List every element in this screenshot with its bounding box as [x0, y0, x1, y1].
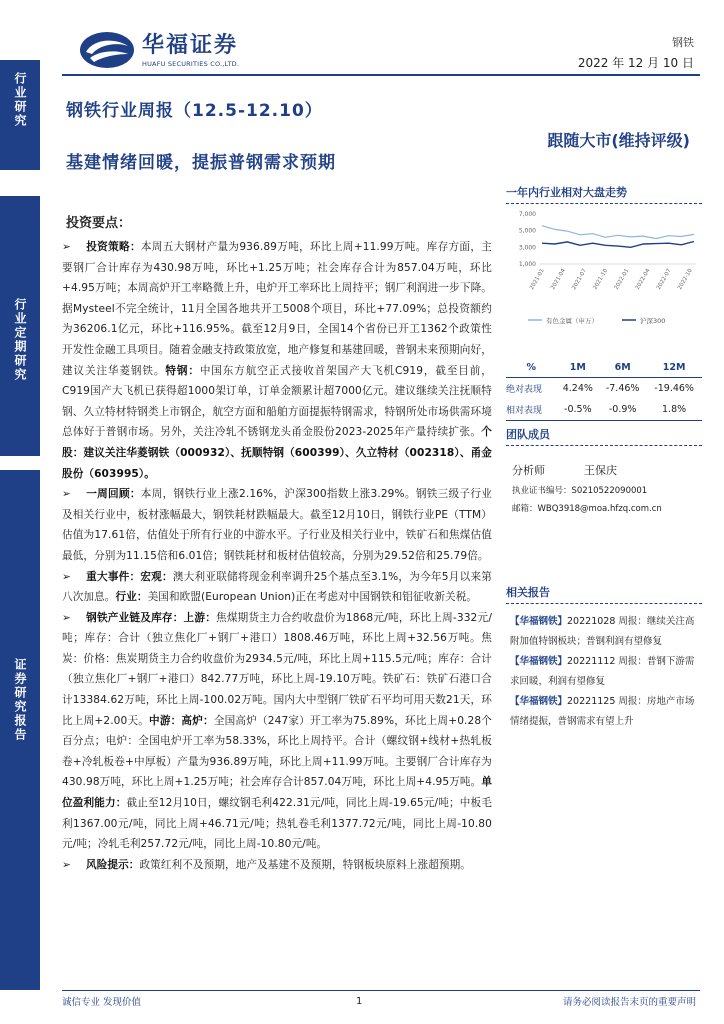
company-name-en: HUAFU SECURITIES CO.,LTD.: [142, 60, 240, 68]
bullet-arrow-icon: ➢: [62, 858, 71, 871]
key-points: [62, 212, 492, 875]
table-row: 绝对表现 4.24% -7.46% -19.46%: [506, 383, 694, 395]
legend-label-csi300: 沪深300: [640, 317, 666, 325]
paragraph-risk: ➢ 风险提示：政策红利不及预期，地产及基建不及预期，特钢板块原料上涨超预期。: [62, 855, 492, 876]
line-chart: [506, 204, 702, 332]
company-name: 华福证券: [142, 33, 239, 58]
perf-header-1m: 1M: [557, 358, 599, 378]
paragraph-review: ➢ 一周回顾：本周，钢铁行业上涨2.16%，沪深300指数上涨3.29%。钢铁三级子行业及相关行业中，板材涨幅最大，钢铁耗材跌幅最大。截至12月10日，钢铁行业PE（TTM）估值为17.61倍，估值处于所有行业的中游水平。子行业及相关行业中，铁矿石和焦煤估值最低，分别为11.15倍和6.01倍；钢铁耗材和板材估值较高，分别为29.52倍和25.79倍。: [62, 484, 492, 566]
x-tick-label: 2022-07: [655, 268, 673, 291]
paragraph-chain: ➢ 钢铁产业链及库存：上游：焦煤期货主力合约收盘价为1868元/吨，环比上周-332元/吨；库存：合计（独立焦化厂+钢厂+港口）1808.46万吨，环比上周+32.56万吨。焦炭：价格：焦炭期货主力合约收盘价为2934.5元/吨，环比上周+115.5元/吨；库存：合计（独立焦化厂+钢厂+港口）842.77万吨，环比上周-19.10万吨。铁矿石：铁矿石港口合计13384.62万吨，环比上周-100.02万吨。国内大中型钢厂铁矿石平均可用天数21天，环比上周+2.00天。中游：高炉：全国高炉（247家）开工率为75.89%，环比上周+0.28个百分点；电炉：全国电炉开工率为58.33%，环比上周持平。合计（螺纹钢+线材+热轧板卷+冷轧板卷+中厚板）产量为936.89万吨，环比上周+11.99万吨。主要钢厂合计库存为430.98万吨，环比上周+1.25万吨；社会库存合计857.04万吨，环比上周+4.95万吨。单位盈利能力：截止至12月10日，螺纹钢毛利422.31元/吨，同比上周-19.65元/吨；中板毛利1367.00元/吨，同比上周+46.71元/吨；热轧卷毛利1377.72元/吨，同比上周-10.80元/吨；冷轧毛利257.72元/吨，同比上周-10.80元/吨。: [62, 608, 492, 855]
report-subtitle: 基建情绪回暖，提振普钢需求预期: [66, 153, 336, 173]
team-title: 团队成员: [506, 426, 702, 446]
sidebar-label-securities: 证券研究报告: [13, 658, 27, 742]
sidebar-section-industry: [0, 60, 40, 170]
report-rating: 跟随大市(维持评级): [547, 131, 690, 150]
x-tick-label: 2021-04: [550, 268, 567, 291]
relative-performance-chart: [506, 184, 702, 336]
footer-rule: [62, 990, 700, 991]
company-logo: [78, 28, 278, 74]
analyst-role: 分析师: [512, 464, 545, 477]
sidebar-section-securities: [0, 470, 40, 990]
y-tick-label: 5,000: [518, 227, 536, 235]
page-number: 1: [356, 996, 363, 1007]
paragraph-strategy: ➢ 投资策略：本周五大钢材产量为936.89万吨，环比上周+11.99万吨。库存方面，主要钢厂合计库存为430.98万吨，环比+1.25万吨；社会库存合计为857.04万吨，环比+4.95万吨；本周高炉开工率略微上升，电炉开工率环比上周持平；钢厂利润进一步下降。据Mysteel不完全统计，11月全国各地共开工5008个项目，环比+77.09%；总投资额约为36206.1亿元，环比+116.95%。截至12月9日，全国14个省份已开工1362个政策性开发性金融工具项目。随着金融支持政策放宽，地产修复和基建回暖，普钢未来预期向好，建议关注华菱钢铁。特钢：中国东方航空正式接收首架国产大飞机C919，截至目前，C919国产大飞机已获得超1000架订单，订单金额累计超7000亿元。建议继续关注抚顺特钢、久立特材特钢类上市钢企，航空方面和船舶方面提振特钢需求，特钢所处市场供需环境总体好于普钢市场。另外，关注冷轧不锈钢龙头甬金股份2023-2025年产量持续扩张。个股：建议关注华菱钢铁（000932）、抚顺特钢（600399）、久立特材（002318）、甬金股份（603995）。: [62, 237, 492, 484]
bullet-arrow-icon: ➢: [62, 611, 71, 624]
analyst-email[interactable]: 邮箱：WBQ3918@moa.hfzq.com.cn: [512, 504, 662, 514]
header-date: 2022 年 12 月 10 日: [577, 56, 694, 70]
x-tick-label: 2022-10: [677, 268, 694, 291]
team-section: [506, 426, 702, 514]
analyst-license: 执业证书编号：S0210522090001: [512, 486, 648, 496]
report-title: 钢铁行业周报（12.5-12.10）: [66, 101, 323, 121]
analyst-name: 王保庆: [584, 464, 617, 477]
sidebar-label-periodic: 行业定期研究: [13, 298, 27, 382]
bullet-arrow-icon: ➢: [62, 241, 71, 253]
key-points-title: 投资要点：: [66, 216, 132, 231]
paragraph-events: ➢ 重大事件：宏观：澳大利亚联储将现金利率调升25个基点至3.1%，为今年5月以来第八次加息。行业：美国和欧盟(European Union)正在考虑对中国钢铁和铝征收新关税。: [62, 567, 492, 608]
related-report-item[interactable]: 【华福钢铁】20221112 周报：普钢下游需求回暖，利润有望修复: [510, 656, 695, 687]
y-tick-label: 1,000: [518, 261, 536, 268]
table-row: 相对表现 -0.5% -0.9% 1.8%: [506, 399, 702, 421]
x-tick-label: 2022-04: [634, 268, 652, 291]
performance-table: [506, 358, 702, 421]
y-tick-label: 3,000: [518, 244, 536, 252]
legend-label-nonferrous: 有色金属（申万）: [546, 317, 598, 325]
related-report-item[interactable]: 【华福钢铁】20221028 周报：继续关注高附加值特钢板块；普钢利润有望修复: [510, 616, 695, 647]
footer-slogan: 诚信专业 发现价值: [62, 997, 142, 1008]
x-tick-label: 2021-01: [529, 268, 546, 291]
y-tick-label: 7,000: [518, 211, 536, 218]
bullet-arrow-icon: ➢: [62, 570, 71, 583]
sidebar-label-industry: 行业研究: [13, 72, 27, 128]
related-reports: [506, 584, 702, 732]
sidebar-section-periodic: [0, 196, 40, 456]
header-rule: [62, 74, 700, 76]
x-tick-label: 2022-01: [613, 268, 631, 291]
x-tick-label: 2021-07: [571, 268, 589, 291]
series-line-csi300: [542, 242, 694, 248]
x-tick-label: 2021-10: [592, 268, 610, 291]
series-line-nonferrous: [542, 226, 694, 239]
perf-header-12m: 12M: [646, 358, 702, 378]
header-sector: 钢铁: [672, 36, 694, 49]
related-report-item[interactable]: 【华福钢铁】20221125 周报：房地产市场情绪提振，普钢需求有望上升: [510, 696, 695, 727]
chart-title: 一年内行业相对大盘走势: [506, 184, 702, 204]
perf-header-pct: %: [506, 358, 557, 378]
analyst-row: [506, 462, 702, 478]
footer-disclaimer: 请务必阅读报告末页的重要声明: [562, 997, 696, 1008]
bullet-arrow-icon: ➢: [62, 488, 71, 501]
logo-emblem-icon: [78, 30, 136, 70]
perf-header-6m: 6M: [599, 358, 646, 378]
related-title: 相关报告: [506, 584, 702, 604]
